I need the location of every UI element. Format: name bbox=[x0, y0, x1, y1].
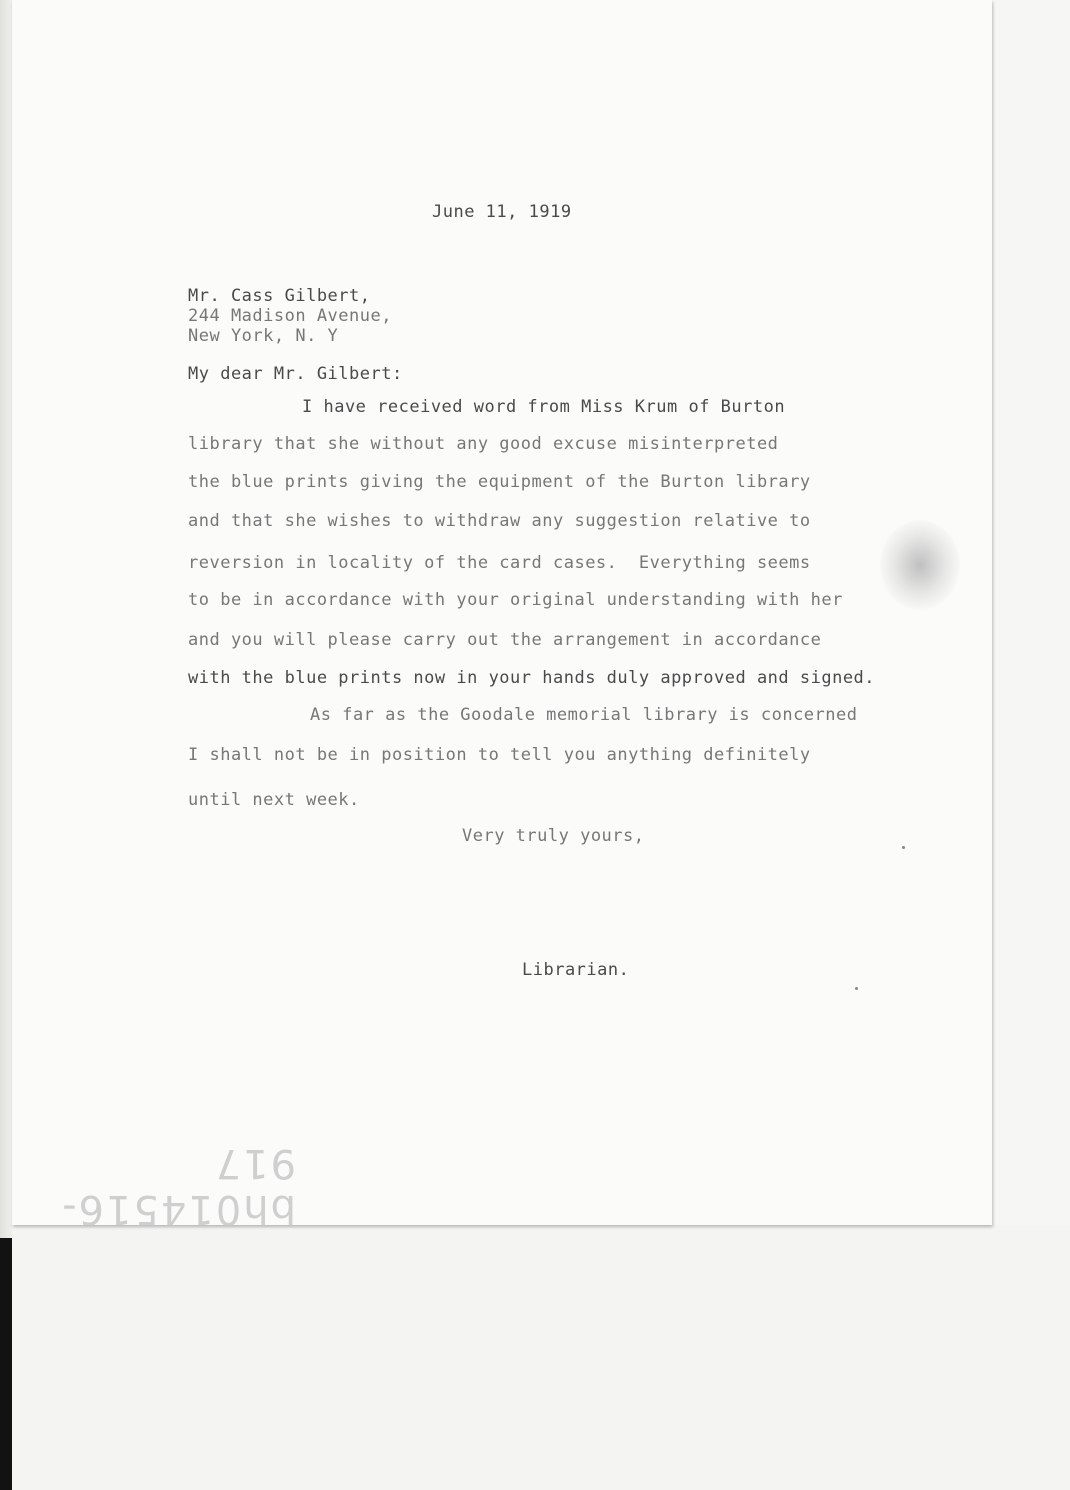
scanner-background-corner bbox=[0, 1238, 12, 1490]
body-line-4: and that she wishes to withdraw any suggestion relative to bbox=[188, 511, 811, 531]
body-line-9: As far as the Goodale memorial library is concerned bbox=[310, 705, 858, 725]
scan-margin-bottom bbox=[12, 1225, 1070, 1490]
body-line-8: with the blue prints now in your hands duly approved and signed. bbox=[188, 668, 876, 688]
archival-ms-number: bh014516-917 bbox=[60, 1140, 296, 1232]
body-line-7: and you will please carry out the arrangement in accordance bbox=[188, 630, 822, 650]
ink-smudge bbox=[880, 520, 960, 610]
signature-title: Librarian. bbox=[522, 960, 630, 980]
address-line-name: Mr. Cass Gilbert, bbox=[188, 286, 371, 306]
letter-date: June 11, 1919 bbox=[432, 202, 572, 222]
body-line-6: to be in accordance with your original understanding with her bbox=[188, 590, 843, 610]
body-line-3: the blue prints giving the equipment of the Burton library bbox=[188, 472, 811, 492]
body-line-1: I have received word from Miss Krum of Burton bbox=[302, 397, 786, 417]
closing: Very truly yours, bbox=[462, 826, 645, 846]
body-line-2: library that she without any good excuse misinterpreted bbox=[188, 434, 779, 454]
letter-sheet bbox=[12, 0, 992, 1225]
salutation: My dear Mr. Gilbert: bbox=[188, 364, 403, 384]
paper-speck bbox=[855, 987, 858, 990]
address-line-city: New York, N. Y bbox=[188, 326, 339, 346]
address-line-street: 244 Madison Avenue, bbox=[188, 306, 392, 326]
scan-margin-right bbox=[992, 0, 1070, 1225]
body-line-11: until next week. bbox=[188, 790, 360, 810]
paper-speck bbox=[902, 846, 905, 849]
body-line-10: I shall not be in position to tell you anything definitely bbox=[188, 745, 811, 765]
body-line-5: reversion in locality of the card cases. Everything seems bbox=[188, 553, 811, 573]
